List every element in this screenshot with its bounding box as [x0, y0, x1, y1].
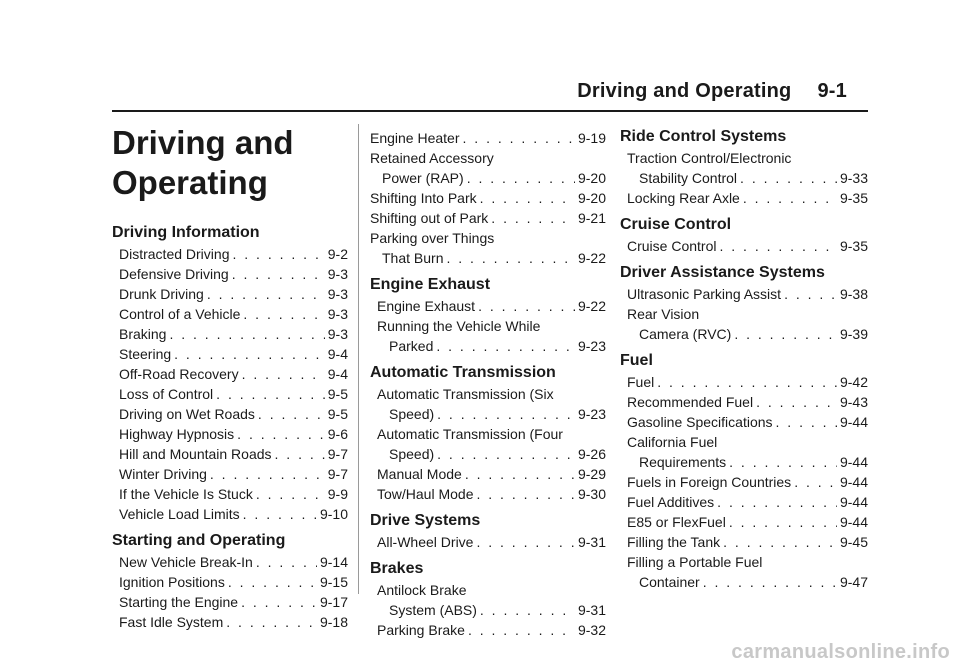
toc-entry-title: Tow/Haul Mode [377, 486, 474, 502]
toc-entry[interactable] [620, 492, 868, 512]
toc-entry-title: Engine Exhaust [377, 298, 476, 314]
toc-entry-title: Control of a Vehicle [119, 306, 241, 322]
toc-entry[interactable] [112, 464, 348, 484]
toc-entry-title: Parking over Things [370, 230, 495, 246]
dot-leader [467, 168, 575, 188]
toc-entry[interactable] [112, 592, 348, 612]
toc-entry[interactable] [370, 620, 606, 640]
toc-entry[interactable] [112, 404, 348, 424]
toc-entry-title: Parked [389, 338, 434, 354]
dot-leader [729, 452, 837, 472]
toc-entry[interactable] [112, 552, 348, 572]
dot-leader [468, 620, 575, 640]
dot-leader [477, 484, 575, 504]
toc-entry-title: Winter Driving [119, 466, 207, 482]
toc-entry-title: Recommended Fuel [627, 394, 754, 410]
toc-entry-page: 9-39 [839, 326, 868, 342]
toc-entry[interactable] [370, 128, 606, 148]
toc-entry-title: Retained Accessory [370, 150, 494, 166]
toc-entry[interactable] [112, 444, 348, 464]
toc-entry[interactable] [620, 284, 868, 304]
toc-entry-title: Locking Rear Axle [627, 190, 740, 206]
toc-entry-page: 9-23 [577, 406, 606, 422]
toc-entry-page: 9-22 [577, 250, 606, 266]
toc-entry-title: Gasoline Specifications [627, 414, 773, 430]
toc-entry-page: 9-3 [327, 306, 348, 322]
toc-entry-page: 9-26 [577, 446, 606, 462]
dot-leader [232, 264, 325, 284]
toc-entry[interactable] [112, 364, 348, 384]
toc-entry-page: 9-3 [327, 286, 348, 302]
toc-entry[interactable] [620, 236, 868, 256]
toc-entry-page: 9-44 [839, 514, 868, 530]
toc-entry[interactable] [370, 384, 606, 424]
toc-entry-title: Traction Control/Electronic [627, 150, 792, 166]
toc-entry-title: Steering [119, 346, 172, 362]
section-heading: Driving Information [112, 224, 260, 241]
section-heading: Cruise Control [620, 216, 732, 233]
toc-entry-title: Shifting out of Park [370, 210, 489, 226]
toc-entry[interactable] [620, 432, 868, 472]
toc-entry-title: New Vehicle Break-In [119, 554, 253, 570]
dot-leader [756, 392, 837, 412]
toc-entry-title: Running the Vehicle While [377, 318, 541, 334]
section-heading: Engine Exhaust [370, 276, 491, 293]
toc-entry-title: Container [639, 574, 700, 590]
toc-entry[interactable] [620, 472, 868, 492]
toc-entry-page: 9-2 [327, 246, 348, 262]
dot-leader [243, 304, 324, 324]
toc-entry[interactable] [620, 372, 868, 392]
dot-leader [703, 572, 837, 592]
toc-entry-page: 9-5 [327, 406, 348, 422]
toc-entry[interactable] [112, 572, 348, 592]
toc-entry[interactable] [370, 532, 606, 552]
toc-entry-page: 9-35 [839, 238, 868, 254]
toc-entry-title: Filling the Tank [627, 534, 721, 550]
toc-entry-title: Distracted Driving [119, 246, 230, 262]
dot-leader [174, 344, 325, 364]
toc-entry-page: 9-18 [319, 614, 348, 630]
toc-column-2 [370, 128, 606, 640]
toc-entry-title: All-Wheel Drive [377, 534, 474, 550]
dot-leader [794, 472, 837, 492]
toc-entry-page: 9-17 [319, 594, 348, 610]
toc-entry-page: 9-45 [839, 534, 868, 550]
toc-entry[interactable] [370, 464, 606, 484]
toc-entry[interactable] [112, 284, 348, 304]
dot-leader [657, 372, 837, 392]
dot-leader [717, 492, 837, 512]
dot-leader [169, 324, 324, 344]
dot-leader [237, 424, 325, 444]
dot-leader [275, 444, 325, 464]
toc-entry-title: Parking Brake [377, 622, 465, 638]
toc-entry-page: 9-44 [839, 414, 868, 430]
toc-entry-page: 9-33 [839, 170, 868, 186]
dot-leader [743, 188, 837, 208]
dot-leader [478, 296, 575, 316]
toc-entry-page: 9-9 [327, 486, 348, 502]
toc-entry[interactable] [112, 244, 348, 264]
toc-entry-page: 9-43 [839, 394, 868, 410]
toc-entry-title: Speed) [389, 446, 435, 462]
toc-entry[interactable] [112, 424, 348, 444]
dot-leader [241, 592, 317, 612]
dot-leader [734, 324, 837, 344]
toc-entry-title: Fast Idle System [119, 614, 224, 630]
toc-entry-title: Requirements [639, 454, 727, 470]
chapter-title [112, 123, 348, 203]
toc-entry-title: Defensive Driving [119, 266, 229, 282]
toc-entry[interactable] [620, 188, 868, 208]
toc-entry[interactable] [620, 304, 868, 344]
toc-entry-title: Vehicle Load Limits [119, 506, 240, 522]
dot-leader [740, 168, 837, 188]
toc-entry-title: System (ABS) [389, 602, 477, 618]
dot-leader [784, 284, 837, 304]
toc-entry[interactable] [112, 324, 348, 344]
dot-leader [776, 412, 837, 432]
toc-entry-page: 9-15 [319, 574, 348, 590]
toc-entry-title: Power (RAP) [382, 170, 464, 186]
toc-entry-title: Braking [119, 326, 167, 342]
toc-entry[interactable] [370, 484, 606, 504]
toc-entry[interactable] [620, 552, 868, 592]
toc-entry-page: 9-20 [577, 170, 606, 186]
toc-column-1 [112, 116, 348, 632]
toc-entry-title: Filling a Portable Fuel [627, 554, 763, 570]
toc-entry-title: Loss of Control [119, 386, 214, 402]
toc-entry[interactable] [112, 264, 348, 284]
toc-entry[interactable] [620, 392, 868, 412]
toc-column-3 [620, 120, 868, 592]
dot-leader [226, 612, 317, 632]
dot-leader [256, 484, 325, 504]
toc-entry[interactable] [370, 296, 606, 316]
toc-entry-page: 9-47 [839, 574, 868, 590]
toc-entry-page: 9-42 [839, 374, 868, 390]
dot-leader [480, 600, 575, 620]
toc-entry-title: Camera (RVC) [639, 326, 732, 342]
toc-entry-title: Off-Road Recovery [119, 366, 239, 382]
toc-entry-page: 9-4 [327, 346, 348, 362]
toc-entry-title: Automatic Transmission (Four [377, 426, 563, 442]
section-heading: Fuel [620, 352, 653, 369]
dot-leader [463, 128, 575, 148]
toc-entry-title: California Fuel [627, 434, 718, 450]
toc-entry-page: 9-44 [839, 474, 868, 490]
toc-entry-title: Shifting Into Park [370, 190, 477, 206]
toc-entry-title: Cruise Control [627, 238, 717, 254]
toc-entry-title: Speed) [389, 406, 435, 422]
dot-leader [480, 188, 575, 208]
dot-leader [210, 464, 325, 484]
toc-entry[interactable] [370, 188, 606, 208]
dot-leader [491, 208, 575, 228]
toc-entry-page: 9-35 [839, 190, 868, 206]
dot-leader [228, 572, 317, 592]
toc-entry[interactable] [112, 612, 348, 632]
toc-entry-title: Manual Mode [377, 466, 462, 482]
toc-entry[interactable] [370, 316, 606, 356]
toc-entry-page: 9-23 [577, 338, 606, 354]
toc-entry-title: Highway Hypnosis [119, 426, 235, 442]
toc-entry-page: 9-3 [327, 266, 348, 282]
dot-leader [242, 364, 325, 384]
toc-entry-title: Fuel [627, 374, 655, 390]
section-heading: Drive Systems [370, 512, 481, 529]
dot-leader [723, 532, 837, 552]
section-heading: Driver Assistance Systems [620, 264, 825, 281]
toc-entry[interactable] [370, 228, 606, 268]
toc-entry-page: 9-4 [327, 366, 348, 382]
toc-entry-page: 9-6 [327, 426, 348, 442]
page-number: 9-1 [817, 80, 847, 102]
toc-entry[interactable] [620, 148, 868, 188]
header-rule [112, 110, 868, 112]
toc-entry-page: 9-10 [319, 506, 348, 522]
dot-leader [446, 248, 574, 268]
toc-entry-page: 9-44 [839, 494, 868, 510]
dot-leader [207, 284, 325, 304]
dot-leader [216, 384, 325, 404]
column-divider [358, 124, 359, 594]
dot-leader [258, 404, 325, 424]
toc-entry-title: Rear Vision [627, 306, 700, 322]
toc-entry[interactable] [370, 424, 606, 464]
toc-entry-page: 9-19 [577, 130, 606, 146]
toc-entry[interactable] [112, 504, 348, 524]
dot-leader [719, 236, 836, 256]
section-heading: Ride Control Systems [620, 128, 787, 145]
dot-leader [476, 532, 575, 552]
toc-entry[interactable] [112, 384, 348, 404]
toc-entry[interactable] [620, 532, 868, 552]
toc-entry-title: That Burn [382, 250, 444, 266]
toc-entry-title: Fuels in Foreign Countries [627, 474, 792, 490]
toc-entry-title: Ultrasonic Parking Assist [627, 286, 782, 302]
running-title: Driving and Operating [577, 80, 792, 102]
dot-leader [465, 464, 575, 484]
toc-entry-title: Antilock Brake [377, 582, 467, 598]
toc-entry[interactable] [112, 344, 348, 364]
toc-entry-title: Hill and Mountain Roads [119, 446, 272, 462]
dot-leader [232, 244, 324, 264]
toc-entry-title: E85 or FlexFuel [627, 514, 726, 530]
toc-entry-page: 9-32 [577, 622, 606, 638]
toc-entry-page: 9-5 [327, 386, 348, 402]
toc-entry[interactable] [112, 304, 348, 324]
dot-leader [243, 504, 317, 524]
dot-leader [437, 404, 575, 424]
toc-entry-page: 9-7 [327, 446, 348, 462]
toc-entry-page: 9-14 [319, 554, 348, 570]
toc-entry-title: Fuel Additives [627, 494, 715, 510]
toc-entry[interactable] [112, 484, 348, 504]
toc-entry-page: 9-7 [327, 466, 348, 482]
toc-entry[interactable] [370, 580, 606, 620]
toc-entry-page: 9-31 [577, 602, 606, 618]
toc-entry-page: 9-20 [577, 190, 606, 206]
dot-leader [436, 336, 575, 356]
page-header [577, 80, 847, 103]
toc-entry-page: 9-3 [327, 326, 348, 342]
toc-entry[interactable] [620, 512, 868, 532]
watermark: carmanualsonline.info [731, 641, 950, 663]
toc-entry[interactable] [370, 208, 606, 228]
toc-entry-page: 9-38 [839, 286, 868, 302]
toc-entry-title: Engine Heater [370, 130, 460, 146]
dot-leader [437, 444, 575, 464]
toc-entry-page: 9-29 [577, 466, 606, 482]
toc-entry-title: Starting the Engine [119, 594, 239, 610]
toc-entry-title: Ignition Positions [119, 574, 225, 590]
toc-entry-title: Stability Control [639, 170, 738, 186]
section-heading: Automatic Transmission [370, 364, 556, 381]
toc-entry-page: 9-30 [577, 486, 606, 502]
toc-entry-page: 9-31 [577, 534, 606, 550]
chapter-title-line-2: Operating [112, 164, 268, 201]
chapter-title-line-1: Driving and [112, 124, 294, 161]
toc-entry-page: 9-21 [577, 210, 606, 226]
toc-entry-page: 9-44 [839, 454, 868, 470]
toc-entry-title: Driving on Wet Roads [119, 406, 255, 422]
section-heading: Starting and Operating [112, 532, 286, 549]
section-heading: Brakes [370, 560, 424, 577]
toc-entry-title: If the Vehicle Is Stuck [119, 486, 253, 502]
toc-entry[interactable] [370, 148, 606, 188]
toc-entry[interactable] [620, 412, 868, 432]
toc-entry-page: 9-22 [577, 298, 606, 314]
dot-leader [256, 552, 317, 572]
toc-entry-title: Automatic Transmission (Six [377, 386, 554, 402]
dot-leader [729, 512, 837, 532]
toc-entry-title: Drunk Driving [119, 286, 204, 302]
